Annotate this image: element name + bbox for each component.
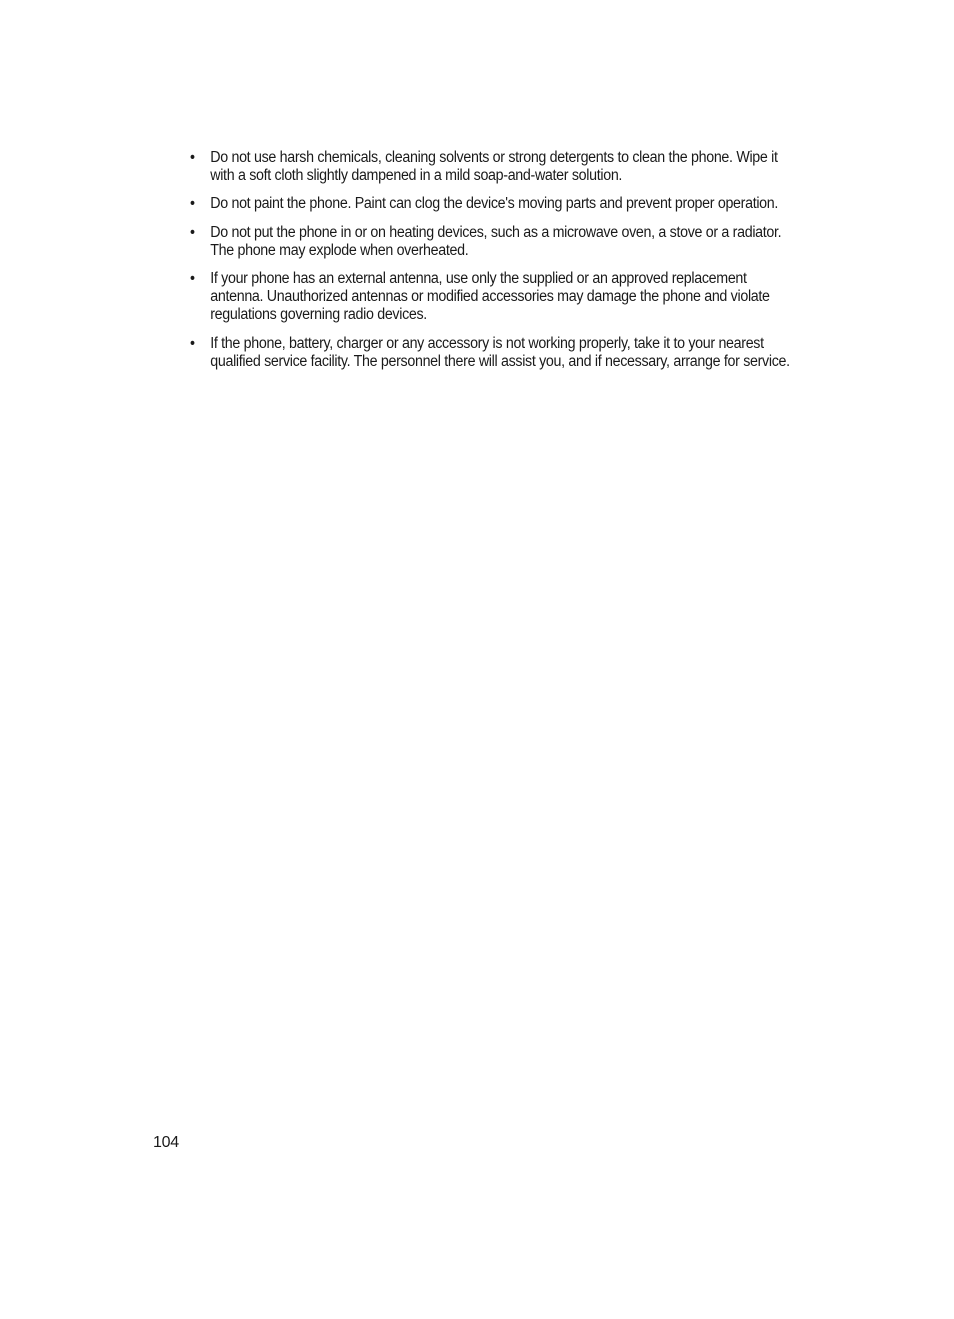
bullet-text: If the phone, battery, charger or any accessory is not working properly, take it to your nearest qualified service facility. The personnel there will assist you, and if necessary, arrange for service. [210,334,790,370]
bullet-text: If your phone has an external antenna, use only the supplied or an approved replacement antenna. Unauthorized antennas or modified accessories may damage the phone and violate regulations governing radio devices. [210,270,770,324]
list-item [190,224,799,260]
list-item [190,270,799,325]
bullet-icon: • [190,223,195,241]
bullet-icon: • [190,334,195,352]
bullet-text: Do not paint the phone. Paint can clog the device's moving parts and prevent proper operation. [210,195,779,213]
list-item [190,195,799,213]
bullet-list [190,149,790,371]
bullet-icon: • [190,149,195,166]
bullet-icon: • [190,195,195,213]
bullet-text: Do not use harsh chemicals, cleaning solvents or strong detergents to clean the phone. Wipe it with a soft cloth slightly dampened in a mild soap-and-water solution. [210,149,778,185]
care-instructions [190,149,790,381]
list-item [190,335,799,371]
page-number: 104 [153,1134,179,1151]
bullet-icon: • [190,270,195,288]
bullet-text: Do not put the phone in or on heating devices, such as a microwave oven, a stove or a radiator. The phone may explode when overheated. [210,223,782,259]
list-item [190,149,799,185]
